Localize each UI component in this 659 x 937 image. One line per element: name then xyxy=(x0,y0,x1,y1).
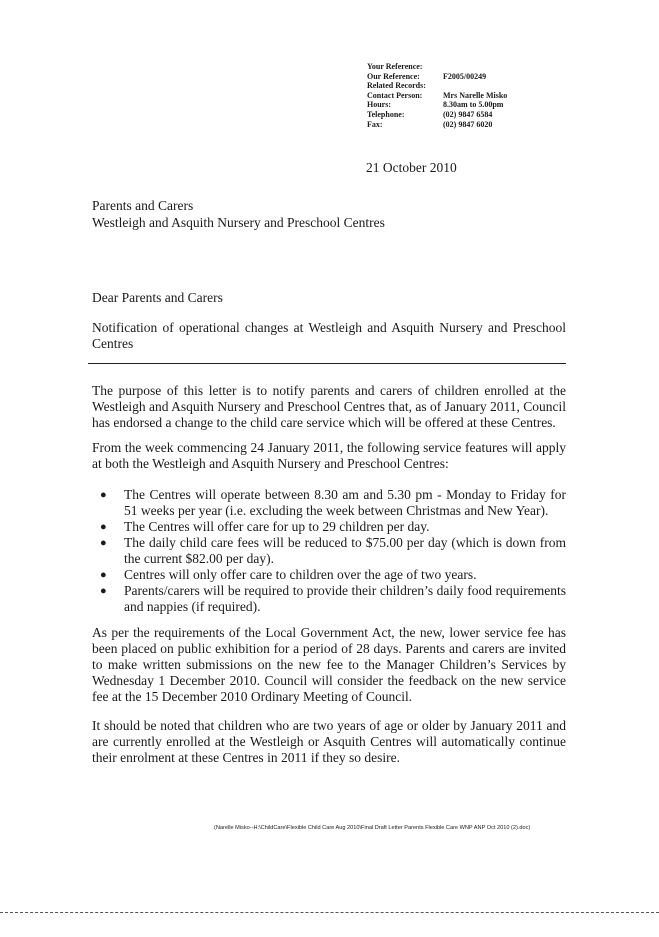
reference-value: (02) 9847 6020 xyxy=(443,119,493,129)
list-item-text: The Centres will operate between 8.30 am and 5.30 pm - Monday to Friday for 51 weeks per year (i.e. excluding the week between Christmas and New Year). xyxy=(124,487,566,518)
list-item-text: The Centres will offer care for up to 29 children per day. xyxy=(124,519,430,534)
reference-row-contact-person xyxy=(367,91,507,101)
reference-row-your-reference xyxy=(367,62,507,72)
list-item xyxy=(100,583,566,615)
list-item-text: Parents/carers will be required to provide their children’s daily food requirements and nappies (if required). xyxy=(124,583,566,614)
bullet-icon: ● xyxy=(100,585,107,597)
reference-label: Fax: xyxy=(367,119,383,129)
paragraph-service-features-intro: From the week commencing 24 January 2011, the following service features will apply at both the Westleigh and Asquith Nursery and Preschool Centres: xyxy=(92,440,566,471)
reference-row-fax xyxy=(367,120,507,130)
service-features-list xyxy=(100,487,566,615)
salutation: Dear Parents and Carers xyxy=(92,290,223,305)
reference-value: 8.30am to 5.00pm xyxy=(443,100,504,110)
reference-label: Contact Person: xyxy=(367,90,423,100)
document-path-footer: (Narelle Misko--H:\ChildCare\Flexible Child Care Aug 2010\Final Draft Letter Parents Flexible Care WNP ANP Oct 2010 (2).doc) xyxy=(214,825,531,831)
reference-label: Your Reference: xyxy=(367,62,423,71)
page-edge-divider xyxy=(0,912,659,913)
bullet-icon: ● xyxy=(100,569,107,581)
reference-value: F2005/00249 xyxy=(443,71,487,81)
paragraph-purpose: The purpose of this letter is to notify parents and carers of children enrolled at the Westleigh and Asquith Nursery and Preschool Centres that, as of January 2011, Council has endorsed a change to the child care service which will be offered at these Centres. xyxy=(92,383,566,430)
list-item-text: Centres will only offer care to children over the age of two years. xyxy=(124,567,477,582)
list-item-text: The daily child care fees will be reduced to $75.00 per day (which is down from the current $82.00 per day). xyxy=(124,535,566,566)
list-item xyxy=(100,567,566,583)
reference-value: (02) 9847 6584 xyxy=(443,109,493,119)
reference-row-telephone xyxy=(367,110,507,120)
paragraph-enrolment-note: It should be noted that children who are two years of age or older by January 2011 and are currently enrolled at the Westleigh or Asquith Centres will automatically continue their enrolment at these Centres in 2011 if they so desire. xyxy=(92,718,566,765)
letter-date: 21 October 2010 xyxy=(366,160,457,175)
reference-row-hours xyxy=(367,100,507,110)
bullet-icon: ● xyxy=(100,537,107,549)
reference-label: Hours: xyxy=(367,100,391,110)
addressee-line: Westleigh and Asquith Nursery and Preschool Centres xyxy=(92,215,385,230)
paragraph-public-exhibition: As per the requirements of the Local Government Act, the new, lower service fee has been placed on public exhibition for a period of 28 days. Parents and carers are invited to make written submissions on the new fee to the Manager Children’s Services by Wednesday 1 December 2010. Council will consider the feedback on the new service fee at the 15 December 2010 Ordinary Meeting of Council. xyxy=(92,625,566,704)
bullet-icon: ● xyxy=(100,489,107,501)
subject-line: Notification of operational changes at Westleigh and Asquith Nursery and Preschool Centres xyxy=(92,320,566,351)
reference-label: Related Records: xyxy=(367,81,426,91)
reference-label: Telephone: xyxy=(367,109,405,119)
list-item xyxy=(100,487,566,519)
reference-row-our-reference xyxy=(367,72,507,82)
bullet-icon: ● xyxy=(100,521,107,533)
reference-label: Our Reference: xyxy=(367,71,420,81)
reference-row-related-records xyxy=(367,81,507,91)
list-item xyxy=(100,519,566,535)
reference-value: Mrs Narelle Misko xyxy=(443,90,508,100)
reference-block xyxy=(367,62,507,129)
addressee-line: Parents and Carers xyxy=(92,198,194,213)
subject-divider xyxy=(88,363,566,364)
list-item xyxy=(100,535,566,567)
addressee-block xyxy=(92,197,385,231)
